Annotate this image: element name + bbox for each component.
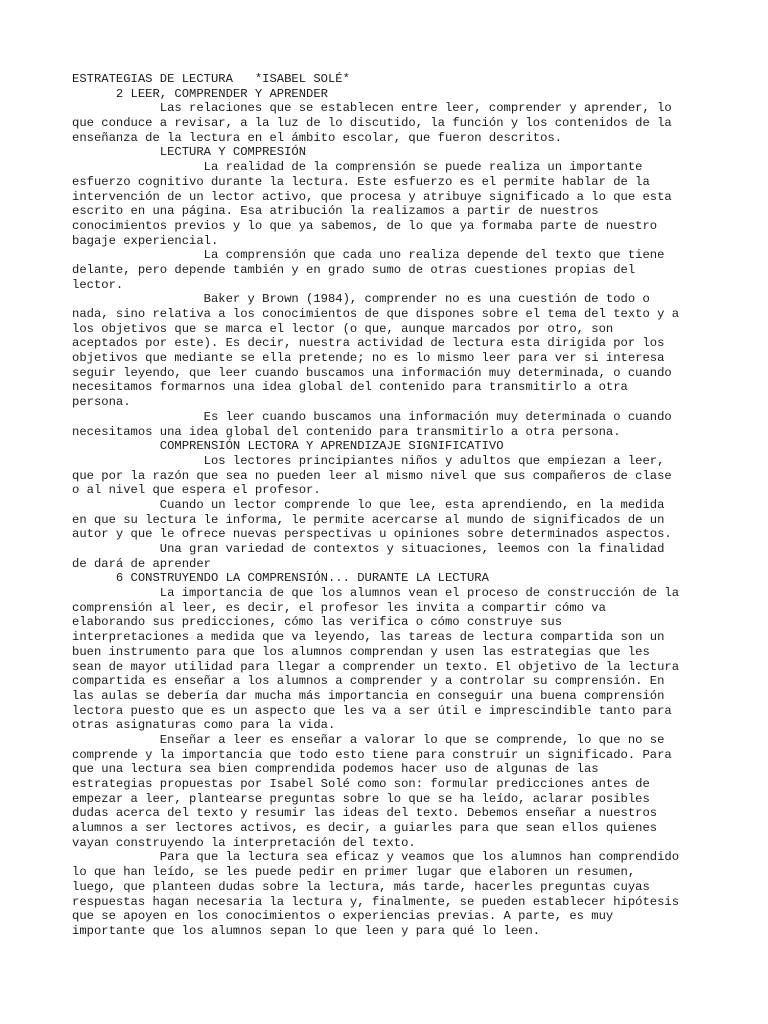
text-line: comprensión al leer, es decir, el profesor les invita a compartir cómo va — [72, 600, 606, 615]
text-line: aceptados por este). Es decir, nuestra actividad de lectura esta dirigida por los — [72, 336, 665, 351]
subsection-heading: COMPRENSIÓN LECTORA Y APRENDIZAJE SIGNIFICATIVO — [72, 439, 504, 454]
text-line: esfuerzo cognitivo durante la lectura. Este esfuerzo es el permite hablar de la — [72, 174, 650, 189]
text-line: que por la razón que sea no pueden leer al mismo nivel que sus compañeros de clase — [72, 468, 672, 483]
text-line: lector. — [72, 277, 124, 292]
text-line: que una lectura sea bien comprendida podemos hacer uso de algunas de las — [72, 762, 599, 777]
text-line: interpretaciones a medida que va leyendo, las tareas de lectura compartida son un — [72, 630, 665, 645]
text-line: necesitamos una idea global del contenido para transmitirlo a otra persona. — [72, 424, 621, 439]
text-line: delante, pero depende también y en grado sumo de otras cuestiones propias del — [72, 262, 636, 277]
text-line: La realidad de la comprensión se puede realiza un importante — [72, 160, 643, 175]
text-line: importante que los alumnos sepan lo que leen y para qué lo leen. — [72, 923, 541, 938]
section-heading: 6 CONSTRUYENDO LA COMPRENSIÓN... DURANTE LA LECTURA — [72, 571, 489, 586]
text-line: La importancia de que los alumnos vean el proceso de construcción de la — [72, 586, 680, 601]
text-line: enseñanza de la lectura en el ámbito escolar, que fueron descritos. — [72, 130, 563, 145]
text-line: nada, sino relativa a los conocimientos de que dispones sobre el tema del texto y a — [72, 307, 680, 321]
section-heading: 2 LEER, COMPRENDER Y APRENDER — [72, 86, 328, 101]
text-line: escrito en una página. Esa atribución la realizamos a partir de nuestros — [72, 204, 599, 219]
text-line: lectora puesto que es un aspecto que les va a ser útil e imprescindible tanto para — [72, 703, 672, 718]
text-line: empezar a leer, plantearse preguntas sobre lo que se ha leído, aclarar posibles — [72, 791, 650, 806]
text-line: Baker y Brown (1984), comprender no es una cuestión de todo o — [72, 292, 650, 307]
text-line — [72, 939, 702, 954]
text-line: otras asignaturas como para la vida. — [72, 718, 336, 733]
text-line: elaborando sus predicciones, cómo las verifica o cómo construye sus — [72, 615, 563, 630]
subsection-heading: LECTURA Y COMPRESIÓN — [72, 145, 307, 160]
text-line: compartida es enseñar a los alumnos a comprender y a controlar su comprensión. En — [72, 674, 665, 689]
document-page — [72, 72, 702, 953]
text-line: persona. — [72, 395, 131, 410]
text-line: Una gran variedad de contextos y situaciones, leemos con la finalidad — [72, 542, 665, 556]
text-line: objetivos que mediante se ella pretende; no es lo mismo leer para ver si interesa — [72, 351, 665, 366]
text-line: estrategias propuestas por Isabel Solé como son: formular predicciones antes de — [72, 777, 650, 791]
text-line: Los lectores principiantes niños y adultos que empiezan a leer, — [72, 453, 665, 468]
text-line: luego, que planteen dudas sobre la lectura, más tarde, hacerles preguntas cuyas — [72, 879, 650, 894]
text-line: Las relaciones que se establecen entre leer, comprender y aprender, lo — [72, 101, 672, 116]
text-line: que conduce a revisar, a la luz de lo discutido, la función y los contenidos de la — [72, 116, 672, 131]
text-line: intervención de un lector activo, que procesa y atribuye significado a lo que esta — [72, 189, 672, 204]
text-line: en que su lectura le informa, le permite acercarse al mundo de significados de un — [72, 512, 665, 527]
text-line: o al nivel que espera el profesor. — [72, 483, 321, 498]
text-line: que se apoyen en los conocimientos o experiencias previas. A parte, es muy — [72, 909, 614, 924]
text-line: de dará de aprender — [72, 556, 211, 571]
text-line: los objetivos que se marca el lector (o que, aunque marcados por otro, son — [72, 321, 614, 336]
text-line: respuestas hagan necesaria la lectura y, finalmente, se pueden establecer hipótesis — [72, 894, 680, 909]
text-line: buen instrumento para que los alumnos comprendan y usen las estrategias que les — [72, 644, 650, 659]
text-line: alumnos a ser lectores activos, es decir, a guiarles para que sean ellos quienes — [72, 821, 658, 836]
text-line: lo que han leído, se les puede pedir en primer lugar que elaboren un resumen, — [72, 865, 636, 880]
text-line: comprende y la importancia que todo esto tiene para construir un significado. Para — [72, 747, 672, 762]
text-line: Enseñar a leer es enseñar a valorar lo que se comprende, lo que no se — [72, 732, 665, 747]
text-line: necesitamos formarnos una idea global del contenido para transmitirlo a otra — [72, 380, 628, 395]
text-line: dudas acerca del texto y resumir las ideas del texto. Debemos enseñar a nuestros — [72, 806, 658, 821]
text-line: sean de mayor utilidad para llegar a comprender un texto. El objetivo de la lectura — [72, 659, 680, 674]
text-line: conocimientos previos y lo que ya sabemos, de lo que ya formaba parte de nuestro — [72, 218, 658, 233]
text-line: Cuando un lector comprende lo que lee, esta aprendiendo, en la medida — [72, 497, 665, 512]
text-line: vayan construyendo la interpretación del texto. — [72, 835, 416, 850]
text-line: las aulas se debería dar mucha más importancia en conseguir una buena comprensión — [72, 688, 665, 703]
document-title: ESTRATEGIAS DE LECTURA *ISABEL SOLÉ* — [72, 72, 350, 86]
text-line: bagaje experiencial. — [72, 233, 219, 248]
text-line: La comprensión que cada uno realiza depende del texto que tiene — [72, 248, 665, 263]
text-line: Para que la lectura sea eficaz y veamos que los alumnos han comprendido — [72, 850, 680, 865]
text-line: Es leer cuando buscamos una información muy determinada o cuando — [72, 409, 672, 424]
text-line: seguir leyendo, que leer cuando buscamos una información muy determinada, o cuando — [72, 365, 672, 380]
text-line: autor y que le ofrece nuevas perspectivas u opiniones sobre determinados aspectos. — [72, 527, 672, 542]
